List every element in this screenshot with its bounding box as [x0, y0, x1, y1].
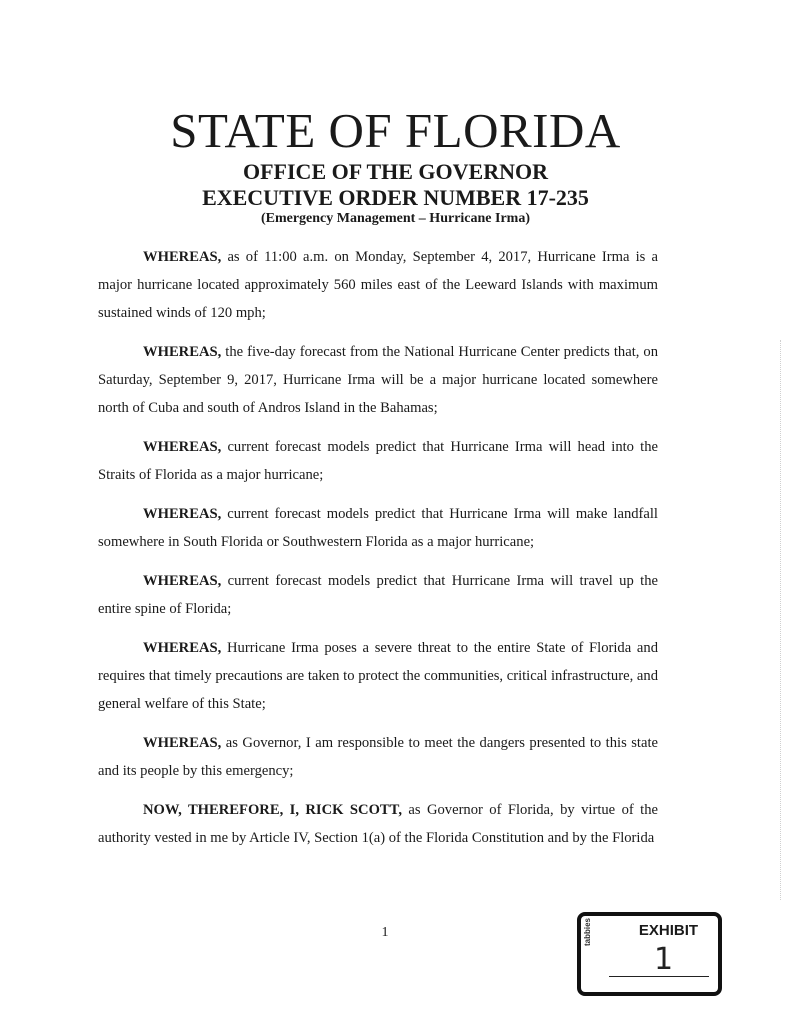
exhibit-label: EXHIBIT [638, 922, 699, 939]
exhibit-brand: tabbies [583, 917, 592, 946]
paragraph [98, 729, 658, 785]
paragraph-lead: WHEREAS, [143, 735, 222, 751]
paragraph [98, 500, 658, 556]
paragraph-lead: WHEREAS, [143, 573, 222, 589]
paragraph-lead: WHEREAS, [143, 506, 222, 522]
paragraph [98, 243, 658, 327]
scan-margin-marks [778, 340, 781, 900]
exhibit-number: 1 [653, 942, 674, 977]
paragraph-lead: WHEREAS, [143, 249, 222, 265]
order-subject: (Emergency Management – Hurricane Irma) [260, 211, 531, 226]
paragraph [98, 796, 658, 852]
paragraph [98, 567, 658, 623]
paragraph [98, 338, 658, 422]
state-title: STATE OF FLORIDA [170, 103, 621, 158]
paragraph-lead: NOW, THEREFORE, I, RICK SCOTT, [143, 802, 402, 818]
paragraph-text: Hurricane Irma poses a severe threat to the entire State of Florida and requires that timely precautions are taken to protect the communities, critical infrastructure, and general welfare of this State; [98, 640, 658, 712]
paragraph-text: the five-day forecast from the National Hurricane Center predicts that, on Saturday, September 9, 2017, Hurricane Irma will be a major hurricane located somewhere north of Cuba and south of Andros Island in the Bahamas; [98, 344, 658, 416]
paragraph-lead: WHEREAS, [143, 640, 222, 656]
page-number: 1 [381, 925, 389, 940]
paragraph-text: current forecast models predict that Hurricane Irma will head into the Straits of Florida as a major hurricane; [98, 439, 658, 483]
paragraph-text: current forecast models predict that Hurricane Irma will make landfall somewhere in South Florida or Southwestern Florida as a major hurricane; [98, 506, 658, 550]
exhibit-underline [609, 976, 709, 977]
paragraph-lead: WHEREAS, [143, 439, 222, 455]
order-body [98, 243, 658, 863]
paragraph-lead: WHEREAS, [143, 344, 222, 360]
exhibit-sticker [577, 912, 722, 996]
paragraph-text: as Governor, I am responsible to meet the dangers presented to this state and its people by this emergency; [98, 735, 658, 779]
paragraph [98, 634, 658, 718]
paragraph-text: as Governor of Florida, by virtue of the authority vested in me by Article IV, Section 1(a) of the Florida Constitution and by the Florida [98, 802, 658, 846]
paragraph-text: as of 11:00 a.m. on Monday, September 4, 2017, Hurricane Irma is a major hurricane located approximately 560 miles east of the Leeward Islands with maximum sustained winds of 120 mph; [98, 249, 658, 321]
paragraph [98, 433, 658, 489]
order-number-heading: EXECUTIVE ORDER NUMBER 17-235 [202, 185, 589, 210]
paragraph-text: current forecast models predict that Hurricane Irma will travel up the entire spine of Florida; [98, 573, 658, 617]
office-heading: OFFICE OF THE GOVERNOR [243, 159, 548, 184]
